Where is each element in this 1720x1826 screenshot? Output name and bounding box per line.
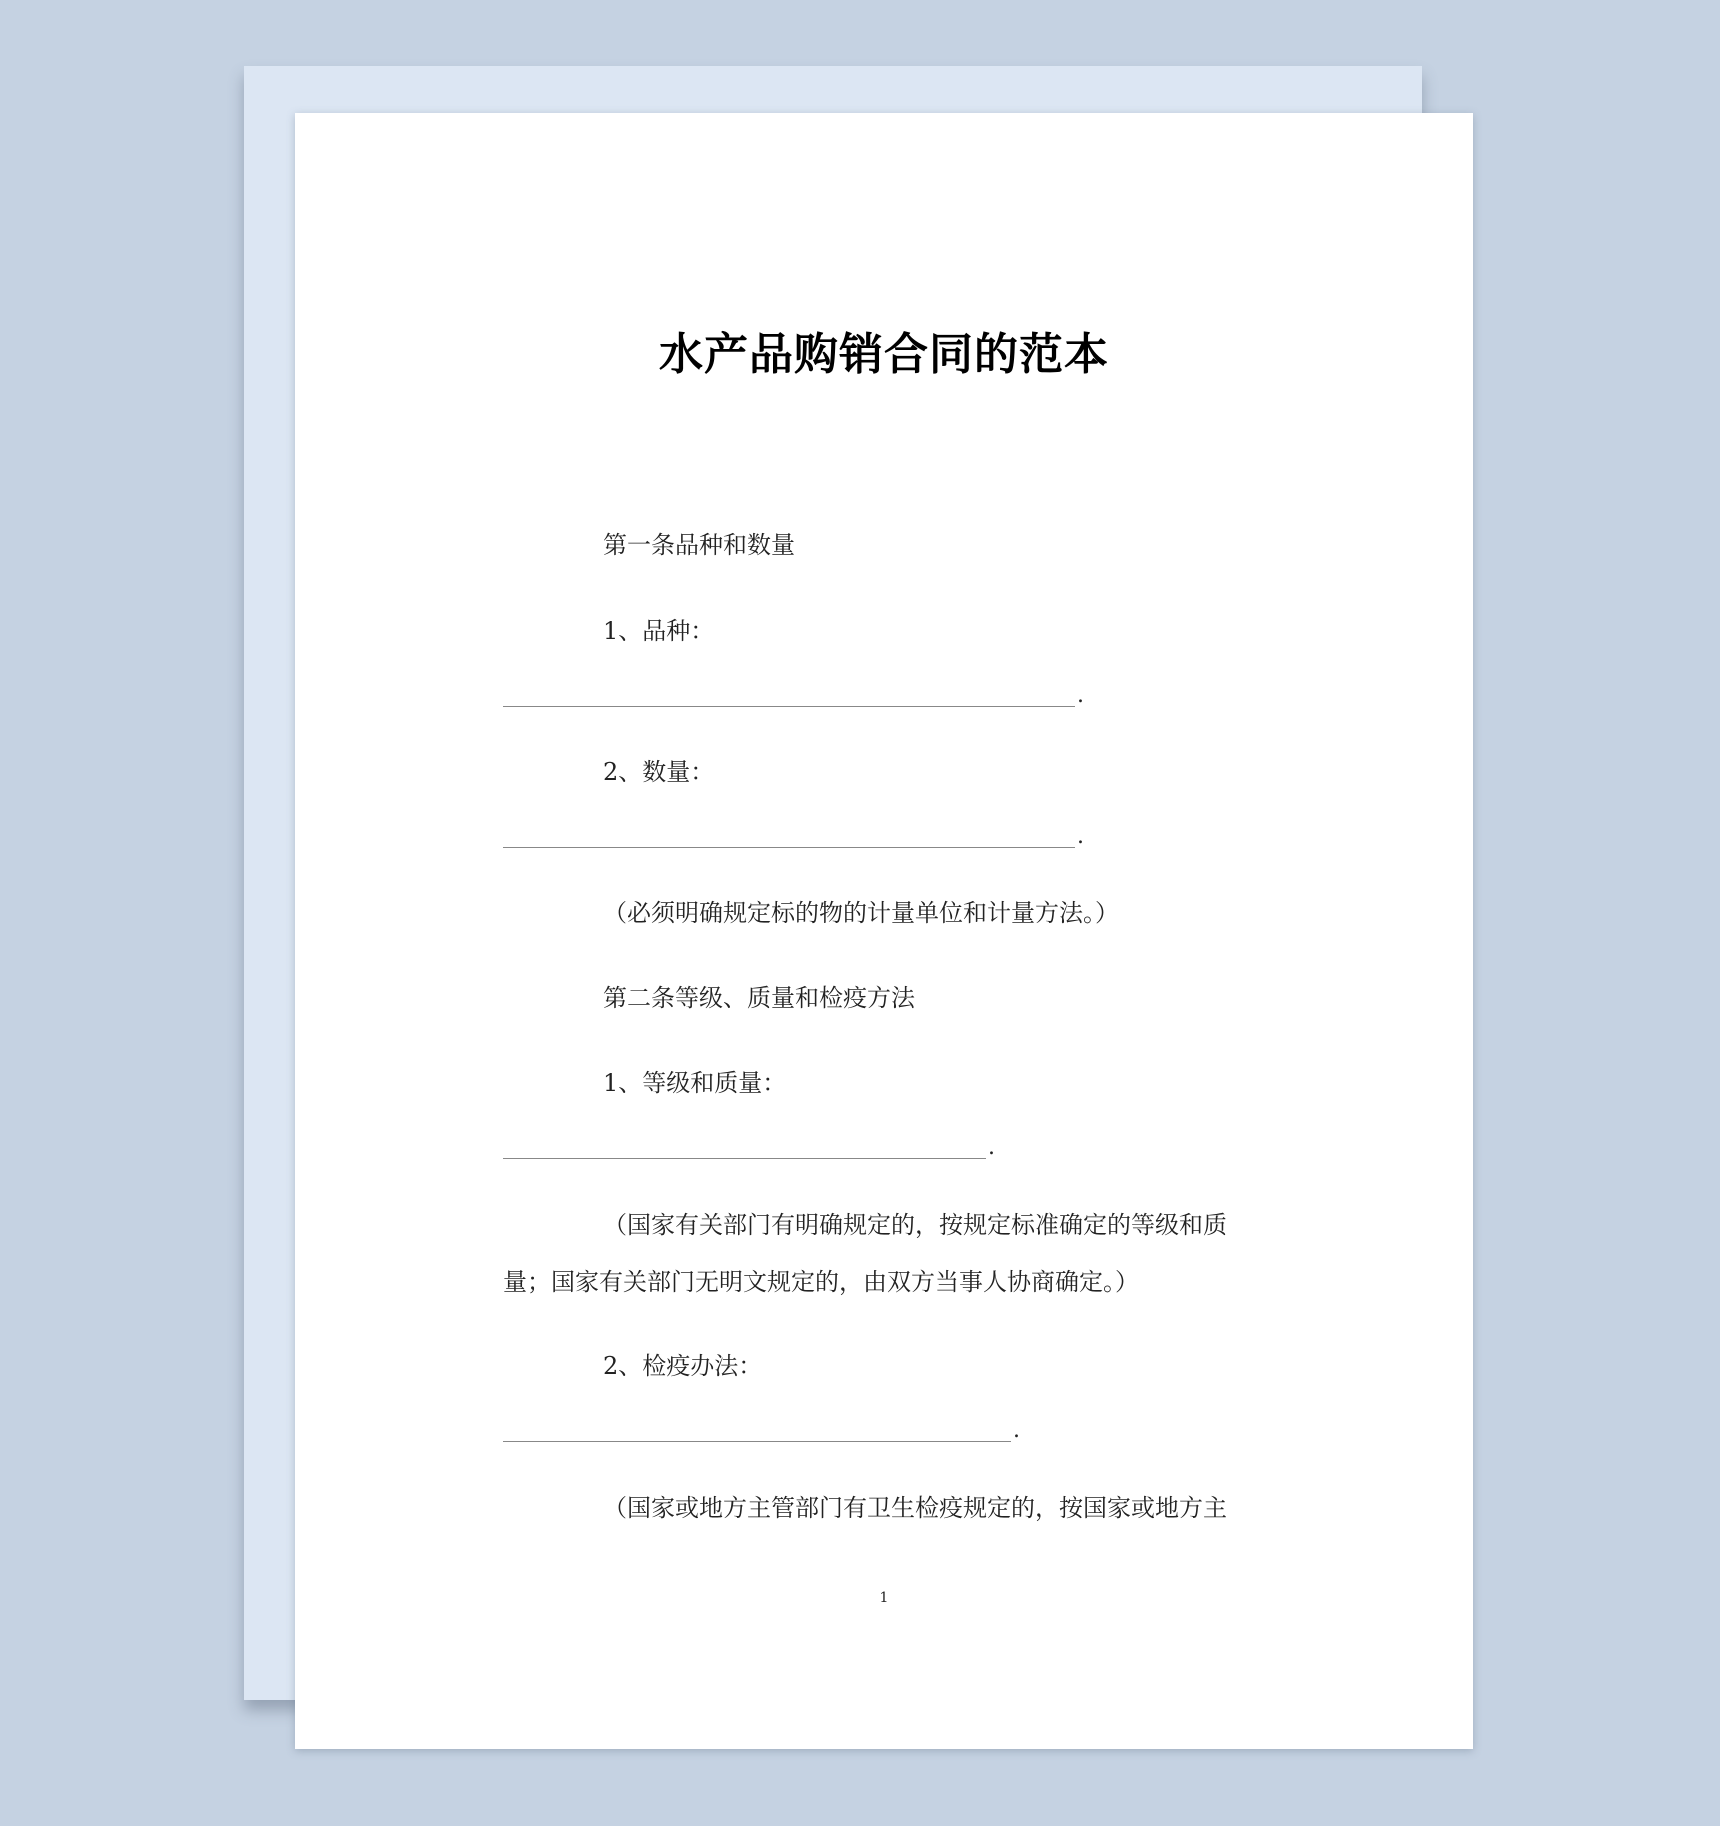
quarantine-note-line-1: （国家或地方主管部门有卫生检疫规定的，按国家或地方主	[603, 1494, 1227, 1522]
quantity-note: （必须明确规定标的物的计量单位和计量方法。）	[603, 899, 1119, 927]
grade-quality-blank-line: .	[503, 1135, 995, 1159]
article-2-heading: 第二条等级、质量和检疫方法	[603, 984, 915, 1012]
quarantine-blank-line: .	[503, 1418, 1020, 1442]
page-number: 1	[879, 1590, 889, 1606]
quarantine-label: 2、检疫办法：	[603, 1352, 763, 1380]
document-title: 水产品购销合同的范本	[659, 329, 1109, 380]
variety-blank-line: .	[503, 683, 1084, 707]
article-1-heading: 第一条品种和数量	[603, 531, 795, 559]
grade-note-line-1: （国家有关部门有明确规定的，按规定标准确定的等级和质	[603, 1211, 1227, 1239]
document-page	[295, 113, 1473, 1749]
grade-note-line-2: 量；国家有关部门无明文规定的，由双方当事人协商确定。）	[503, 1268, 1139, 1296]
grade-quality-label: 1、等级和质量：	[603, 1069, 787, 1097]
quantity-label: 2、数量：	[603, 758, 715, 786]
quantity-blank-line: .	[503, 824, 1084, 848]
variety-label: 1、品种：	[603, 617, 715, 645]
